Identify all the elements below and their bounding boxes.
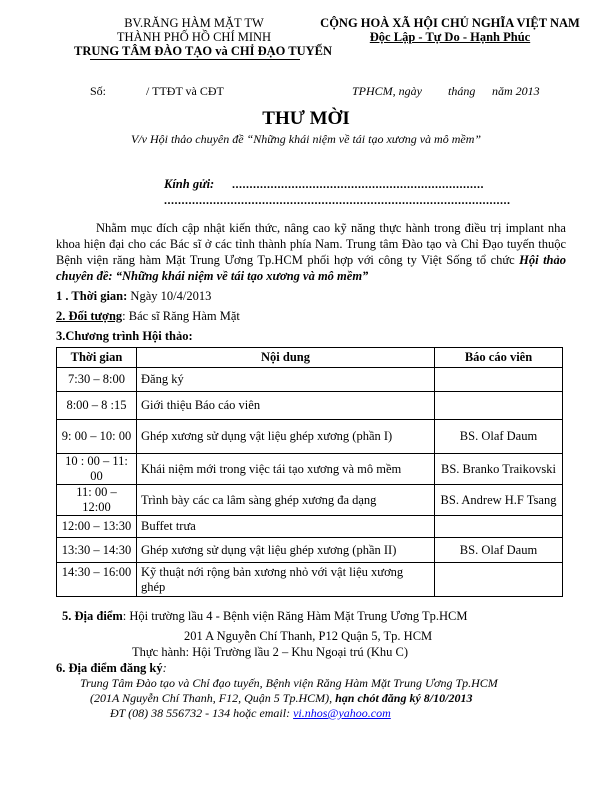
table-row [57, 485, 563, 516]
registration-label: 6. Địa điểm đăng ký [56, 661, 163, 675]
table-row [57, 516, 563, 538]
hospital-name: BV.RĂNG HÀM MẶT TW [124, 16, 264, 30]
doc-number-label: Số: [90, 84, 107, 98]
header-left-rule [90, 59, 300, 60]
registration-colon: : [162, 661, 167, 675]
col-content-header: Nội dung [137, 348, 435, 368]
program-table [56, 347, 563, 597]
row-speaker [435, 392, 563, 420]
row-speaker [435, 516, 563, 538]
registration-line2 [90, 691, 472, 706]
row-time: 13:30 – 14:30 [57, 538, 137, 563]
row-time: 9: 00 – 10: 00 [57, 420, 137, 454]
row-content: Giới thiệu Báo cáo viên [137, 392, 435, 420]
row-content: Buffet trưa [137, 516, 435, 538]
row-content: Ghép xương sử dụng vật liệu ghép xương (phần I) [137, 420, 435, 454]
table-row [57, 392, 563, 420]
date-year: năm 2013 [492, 84, 540, 98]
table-row [57, 454, 563, 485]
letter-subject: V/v Hội thảo chuyên đề “Những khái niệm về tái tạo xương và mô mềm” [130, 132, 482, 146]
letter-title: THƯ MỜI [262, 108, 350, 129]
time-label: 1 . Thời gian: [56, 289, 128, 303]
date-month: tháng [448, 84, 476, 98]
date-place: TPHCM, ngày [352, 84, 422, 98]
row-speaker: BS. Branko Traikovski [435, 454, 563, 485]
header-right [300, 16, 600, 44]
program-label: 3.Chương trình Hội thảo: [56, 329, 193, 343]
row-time: 14:30 – 16:00 [57, 563, 137, 597]
row-content: Kỹ thuật nới rộng bản xương nhỏ với vật liệu xương ghép [137, 563, 435, 597]
intro-text: Nhằm mục đích cập nhật kiến thức, nâng cao kỹ năng thực hành trong điều trị implant nha khoa hiện đại cho các Bác sĩ ở các tỉnh thành phía Nam. Trung tâm Đào tạo và Chỉ Đạo tuyến thuộc Bệnh viện răng hàm Mặt Trung Ương Tp.HCM phối hợp với công ty Việt Sống tổ chức [56, 221, 566, 267]
intro-emphasis: Hội thảo chuyên đề: “Những khái niệm về tái tạo xương và mô mềm” [56, 253, 566, 283]
row-content: Trình bày các ca lâm sàng ghép xương đa dạng [137, 485, 435, 516]
intro-paragraph [56, 220, 566, 284]
table-row [57, 563, 563, 597]
section-time [56, 289, 211, 304]
row-time: 11: 00 – 12:00 [57, 485, 137, 516]
target-value: : Bác sĩ Răng Hàm Mặt [122, 309, 240, 323]
table-row [57, 538, 563, 563]
row-time: 12:00 – 13:30 [57, 516, 137, 538]
row-speaker [435, 563, 563, 597]
location-practice: Thực hành: Hội Trường lầu 2 – Khu Ngoại trú (Khu C) [132, 645, 409, 659]
registration-email-link[interactable]: vi.nhos@yahoo.com [293, 706, 391, 720]
doc-number-suffix: / TTĐT và CĐT [146, 84, 224, 98]
row-speaker: BS. Olaf Daum [435, 538, 563, 563]
registration-contact [110, 706, 391, 721]
center-name: TRUNG TÂM ĐÀO TẠO và CHỈ ĐẠO TUYẾN [74, 44, 333, 58]
table-header-row [57, 348, 563, 368]
row-time: 10 : 00 – 11: 00 [57, 454, 137, 485]
header-left [74, 16, 333, 58]
row-content: Khái niệm mới trong việc tái tạo xương và mô mềm [137, 454, 435, 485]
row-speaker: BS. Andrew H.F Tsang [435, 485, 563, 516]
table-row [57, 368, 563, 392]
row-speaker [435, 368, 563, 392]
table-row [57, 420, 563, 454]
col-speaker-header: Báo cáo viên [435, 348, 563, 368]
country-name: CỘNG HOÀ XÃ HỘI CHỦ NGHĨA VIỆT NAM [320, 16, 580, 30]
col-time-header: Thời gian [57, 348, 137, 368]
location-label: 5. Địa điểm [62, 609, 123, 623]
registration-deadline: hạn chót đăng ký 8/10/2013 [335, 691, 473, 705]
location-address: 201 A Nguyễn Chí Thanh, P12 Quận 5, Tp. HCM [184, 629, 433, 643]
section-target [56, 309, 240, 324]
registration-phone: ĐT (08) 38 556732 - 134 hoặc email: [110, 706, 291, 720]
registration-line1: Trung Tâm Đào tạo và Chỉ đạo tuyến, Bệnh viện Răng Hàm Mặt Trung Ương Tp.HCM [80, 676, 498, 690]
registration-address: (201A Nguyễn Chí Thanh, F12, Quận 5 Tp.HCM), [90, 691, 333, 705]
section-location [62, 609, 468, 624]
row-content: Ghép xương sử dụng vật liệu ghép xương (phần II) [137, 538, 435, 563]
national-motto: Độc Lập - Tự Do - Hạnh Phúc [369, 30, 531, 44]
time-value: Ngày 10/4/2013 [130, 289, 212, 303]
target-label: 2. Đối tượng [56, 309, 123, 323]
city-name: THÀNH PHỐ HỒ CHÍ MINH [116, 30, 272, 44]
row-time: 7:30 – 8:00 [57, 368, 137, 392]
location-value: : Hội trường lầu 4 - Bệnh viện Răng Hàm Mặt Trung Ương Tp.HCM [122, 609, 468, 623]
recipient-dots-line2: ................................................................................................... [164, 193, 511, 207]
recipient-dots-line1: ........................................................................ [232, 177, 484, 191]
recipient-label: Kính gửi: [164, 177, 215, 191]
row-speaker: BS. Olaf Daum [435, 420, 563, 454]
section-registration [56, 661, 167, 676]
row-content: Đăng ký [137, 368, 435, 392]
row-time: 8:00 – 8 :15 [57, 392, 137, 420]
